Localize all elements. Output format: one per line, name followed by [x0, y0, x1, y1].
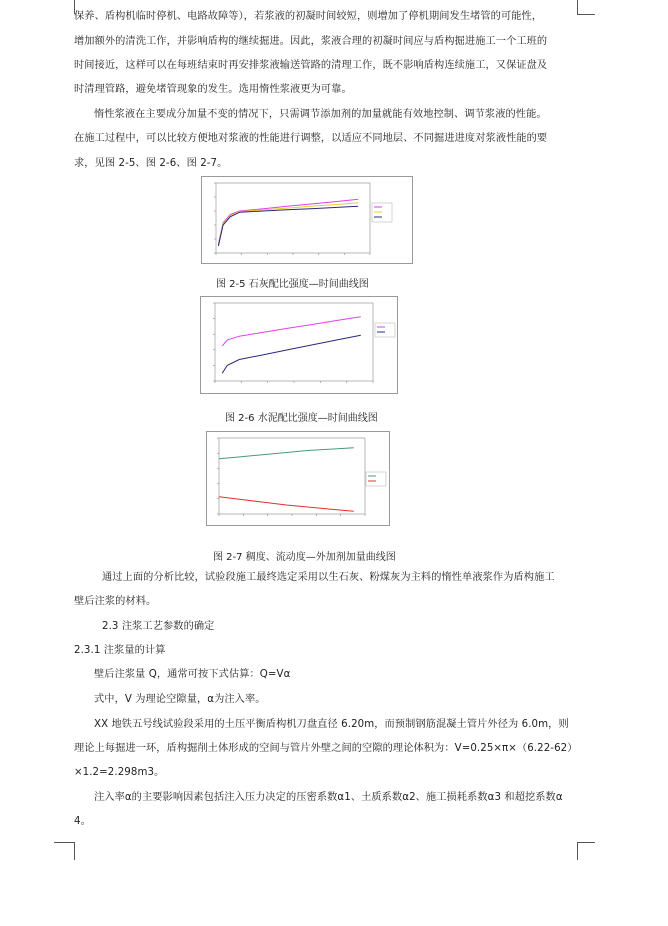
series-line-0 — [219, 448, 354, 459]
paragraph-line: 惰性浆液在主要成分加量不变的情况下，只需调节添加剂的加量就能有效地控制、调节浆液的性能。 — [94, 109, 547, 120]
series-line-1 — [219, 497, 354, 512]
paragraph-line: 壁后注浆的材料。 — [74, 596, 157, 607]
legend-box — [375, 323, 395, 337]
crop-mark-bottom-left-v — [74, 842, 75, 860]
figure-2-6-caption: 图 2-6 水泥配比强度—时间曲线图 — [225, 413, 378, 424]
paragraph-line: 式中，V 为理论空隙量，α为注入率。 — [94, 694, 266, 705]
series-line-2 — [218, 206, 358, 246]
paragraph-line: 在施工过程中，可以比较方便地对浆液的性能进行调整，以适应不同地层、不同掘进进度对浆液性能的要 — [74, 133, 548, 144]
series-line-0 — [218, 199, 358, 243]
crop-mark-bottom-right-v — [577, 842, 578, 860]
figure-2-6-chart — [201, 297, 397, 393]
series-line-0 — [222, 317, 360, 346]
subsection-heading: 2.3.1 注浆量的计算 — [74, 645, 166, 656]
paragraph-line: 时清理管路，避免堵管现象的发生。选用惰性浆液更为可靠。 — [74, 84, 352, 95]
paragraph-line: 时间接近，这样可以在每班结束时再安排浆液输送管路的清理工作，既不影响盾构连续施工，又保证盘及 — [74, 60, 548, 71]
paragraph-line: 壁后注浆量 Q，通常可按下式估算：Q=Vα — [94, 669, 291, 680]
paragraph-line: 求，见图 2-5、图 2-6、图 2-7。 — [74, 158, 228, 169]
paragraph-line: 增加额外的清洗工作，并影响盾构的继续掘进。因此，浆液合理的初凝时间应与盾构掘进施工一个工班的 — [74, 36, 548, 47]
paragraph-line: 4。 — [74, 816, 91, 827]
series-line-1 — [222, 335, 360, 373]
crop-mark-bottom-left-h — [54, 842, 74, 843]
crop-mark-bottom-right-h — [577, 842, 595, 843]
paragraph-line: 理论上每掘进一环，盾构掘削土体形成的空间与管片外壁之间的空隙的理论体积为：V=0.25×π×（6.22-62） — [74, 743, 578, 754]
plot-area — [215, 303, 373, 381]
figure-2-6-frame — [200, 296, 398, 394]
figure-2-5-caption: 图 2-5 石灰配比强度—时间曲线图 — [216, 279, 369, 290]
paragraph-line: ×1.2=2.298m3。 — [74, 767, 165, 778]
paragraph-line: 通过上面的分析比较，试验段施工最终选定采用以生石灰、粉煤灰为主料的惰性单液浆作为盾构施工 — [102, 572, 555, 583]
section-heading: 2.3 注浆工艺参数的确定 — [102, 621, 215, 632]
figure-2-5-frame — [201, 176, 413, 264]
figure-2-7-chart — [207, 432, 389, 525]
figure-2-5-chart — [202, 177, 412, 263]
figure-2-7-frame — [206, 431, 390, 526]
paragraph-line: 保养、盾构机临时停机、电路故障等），若浆液的初凝时间较短，则增加了停机期间发生堵管的可能性， — [74, 11, 543, 22]
legend-box — [366, 472, 386, 486]
plot-area — [216, 183, 370, 253]
figure-2-7-caption: 图 2-7 稠度、流动度—外加剂加量曲线图 — [213, 552, 396, 563]
plot-area — [219, 438, 365, 514]
series-line-1 — [218, 203, 358, 245]
paragraph-line: XX 地铁五号线试验段采用的土压平衡盾构机刀盘直径 6.20m，而预制钢筋混凝土管片外径为 6.0m，则 — [94, 719, 569, 730]
paragraph-line: 注入率α的主要影响因素包括注入压力决定的压密系数α1、土质系数α2、施工损耗系数α3 和超挖系数α — [94, 792, 563, 803]
